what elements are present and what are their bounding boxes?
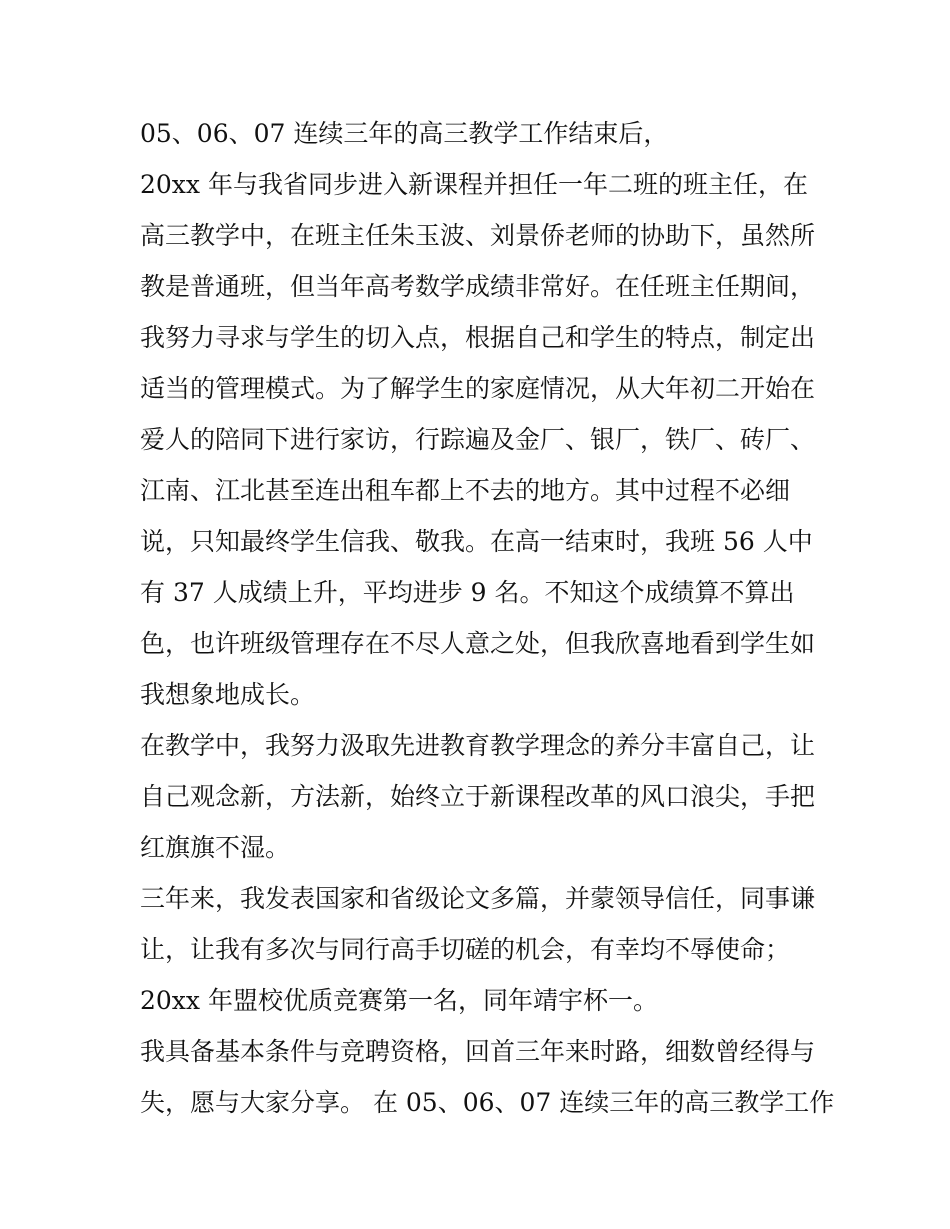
text-line: 色，也许班级管理存在不尽人意之处，但我欣喜地看到学生如: [140, 629, 816, 658]
text-line: 说，只知最终学生信我、敬我。在高一结束时，我班 56 人中: [140, 527, 813, 556]
text-line: 红旗旗不湿。: [140, 833, 291, 862]
text-line: 有 37 人成绩上升，平均进步 9 名。不知这个成绩算不算出: [140, 578, 795, 607]
text-line: 让，让我有多次与同行高手切磋的机会，有幸均不辱使命；: [140, 935, 791, 964]
text-line: 我想象地成长。: [140, 680, 316, 709]
document-body: [140, 108, 835, 1128]
text-line: 高三教学中，在班主任朱玉波、刘景侨老师的协助下，虽然所: [140, 221, 816, 250]
text-line: 我具备基本条件与竞聘资格，回首三年来时路，细数曾经得与: [140, 1037, 816, 1066]
text-line: 05、06、07 连续三年的高三教学工作结束后，: [140, 119, 669, 148]
text-line: 爱人的陪同下进行家访，行踪遍及金厂、银厂，铁厂、砖厂、: [140, 425, 816, 454]
text-line: 三年来，我发表国家和省级论文多篇，并蒙领导信任，同事谦: [140, 884, 816, 913]
text-line: 江南、江北甚至连出租车都上不去的地方。其中过程不必细: [140, 476, 791, 505]
text-line: 我努力寻求与学生的切入点，根据自己和学生的特点，制定出: [140, 323, 816, 352]
text-line: 教是普通班，但当年高考数学成绩非常好。在任班主任期间，: [140, 272, 816, 301]
text-line: 失，愿与大家分享。 在 05、06、07 连续三年的高三教学工作: [140, 1088, 835, 1117]
text-line: 20xx 年盟校优质竞赛第一名，同年靖宇杯一。: [140, 986, 658, 1015]
text-line: 自己观念新，方法新，始终立于新课程改革的风口浪尖，手把: [140, 782, 816, 811]
text-line: 20xx 年与我省同步进入新课程并担任一年二班的班主任，在: [140, 170, 808, 199]
text-line: 在教学中，我努力汲取先进教育教学理念的养分丰富自己，让: [140, 731, 816, 760]
text-line: 适当的管理模式。为了解学生的家庭情况，从大年初二开始在: [140, 374, 816, 403]
